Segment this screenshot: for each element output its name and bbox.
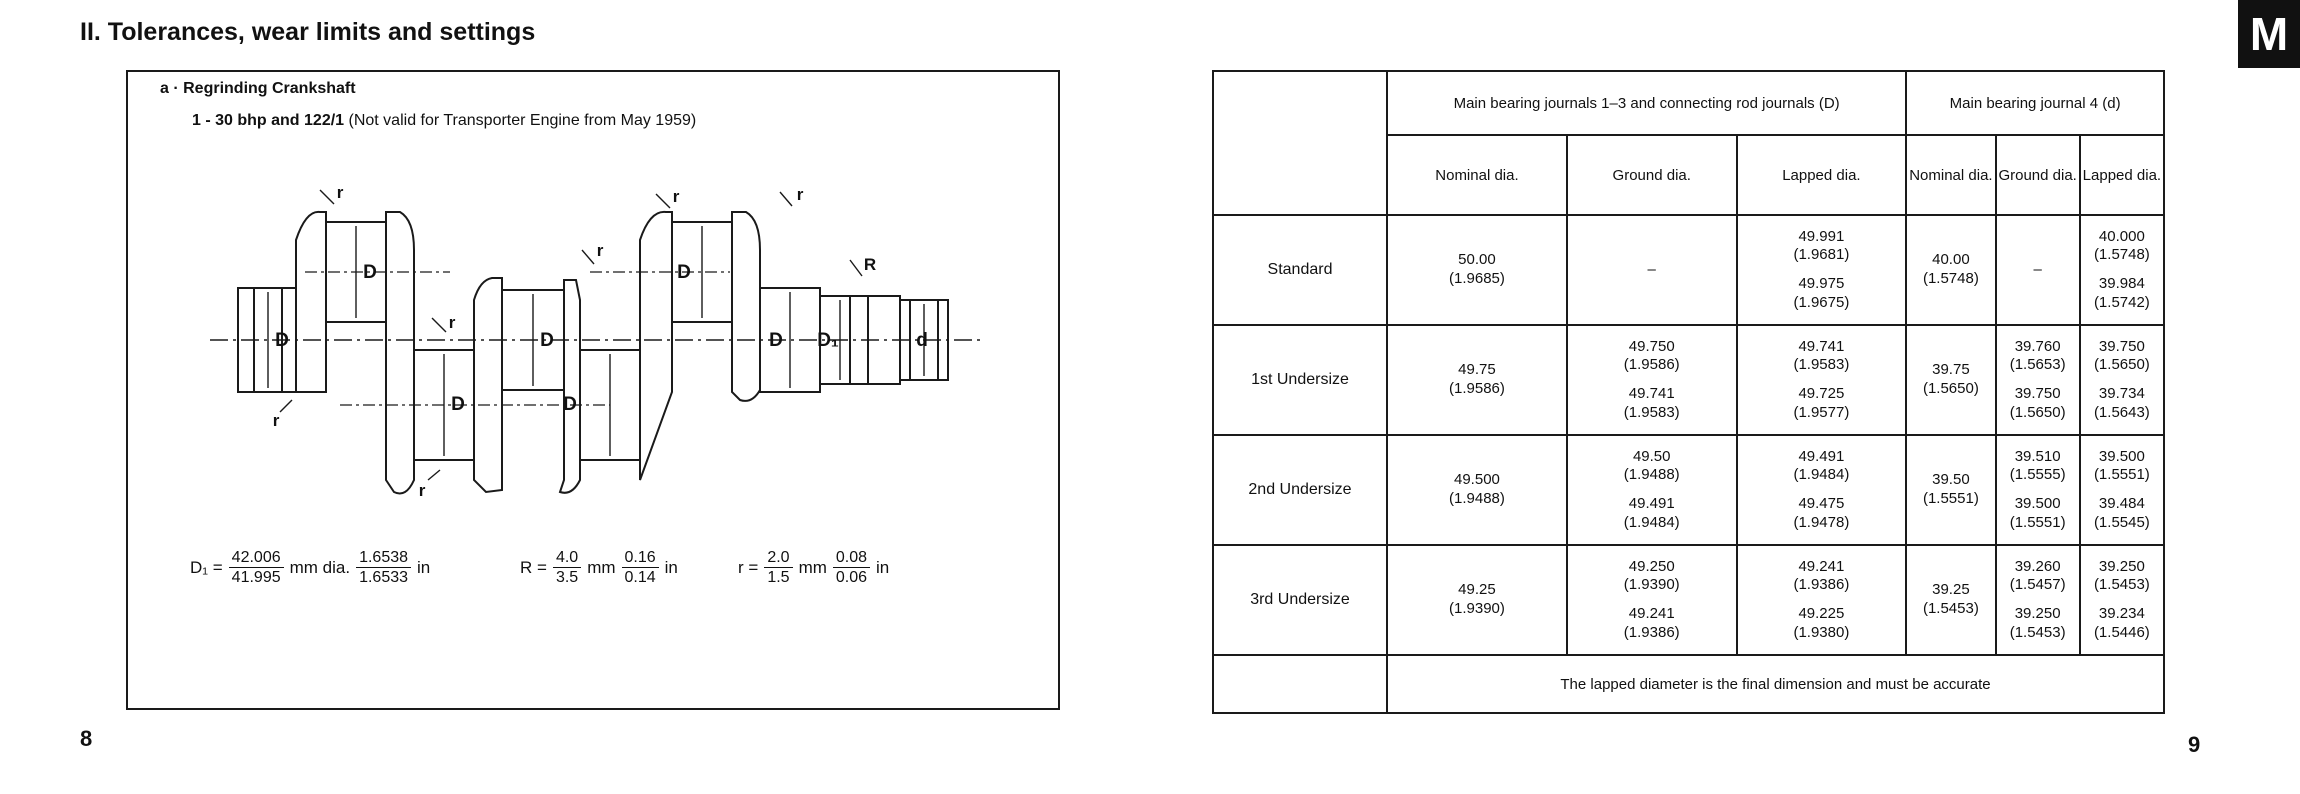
- row-label: 1st Undersize: [1213, 325, 1387, 435]
- cell-value-in: (1.5453): [1922, 600, 1979, 617]
- table-cell: [1737, 215, 1907, 325]
- header-corner: [1213, 71, 1387, 215]
- cell-value-in: (1.9380): [1793, 623, 1850, 641]
- cell-value-in: (1.5748): [1922, 270, 1979, 287]
- cell-value-in: (1.5545): [2093, 513, 2150, 531]
- table-row: [1213, 545, 2164, 655]
- cell-value-in: (1.5457): [2009, 576, 2066, 594]
- cell-value-mm: 39.760: [2014, 337, 2061, 355]
- label-r-5: r: [448, 313, 456, 332]
- cell-value-in: (1.5453): [2093, 576, 2150, 594]
- label-D1: D₁: [817, 330, 839, 351]
- formula-d1-unit2: in: [417, 557, 431, 577]
- cell-value-in: (1.9586): [1449, 380, 1505, 397]
- formula-r-num2: 0.08: [833, 548, 870, 568]
- table-cell: [1387, 545, 1567, 655]
- formula-d1-den2: 1.6533: [359, 569, 409, 587]
- table-cell: [1387, 325, 1567, 435]
- label-D-left: D: [275, 330, 289, 351]
- section-heading: II. Tolerances, wear limits and settings: [80, 18, 536, 46]
- formula-R-den2: 0.14: [624, 569, 656, 587]
- cell-value-mm: 39.260: [2014, 557, 2061, 575]
- formula-r-unit1: mm: [798, 557, 827, 577]
- formula-r-num1: 2.0: [764, 548, 792, 568]
- formula-R-lhs: R =: [520, 557, 547, 577]
- formula-r-den1: 1.5: [767, 569, 790, 587]
- cell-value-in: (1.9390): [1449, 600, 1505, 617]
- subsection-title: a · Regrinding Crankshaft: [160, 80, 356, 97]
- cell-value-mm: 49.500: [1454, 471, 1500, 489]
- cell-value-mm: 49.491: [1798, 447, 1845, 465]
- formula-r-unit2: in: [876, 557, 890, 577]
- label-r-1: r: [336, 183, 344, 202]
- table-cell: [1567, 435, 1737, 545]
- cell-value-mm: 49.241: [1798, 557, 1845, 575]
- cell-value-in: (1.5650): [2093, 356, 2150, 374]
- cell-value-mm: 39.750: [2014, 385, 2061, 402]
- page-number-right: 9: [2188, 732, 2201, 757]
- cell-value-mm: 49.750: [1628, 337, 1675, 355]
- cell-value-in: (1.5742): [2093, 293, 2150, 311]
- cell-value-mm: 39.750: [2098, 337, 2145, 355]
- cell-value-mm: –: [2033, 260, 2042, 278]
- cell-value-mm: 40.000: [2098, 227, 2145, 245]
- formula-d1-num2: 1.6538: [356, 548, 411, 568]
- table-cell: [1906, 325, 1995, 435]
- cell-value-in: (1.5551): [2093, 466, 2150, 484]
- formula-R-num2: 0.16: [622, 548, 659, 568]
- cell-value-in: (1.5555): [2009, 466, 2066, 484]
- table-cell: [1567, 545, 1737, 655]
- formula-R-num1: 4.0: [553, 548, 581, 568]
- table-cell: [1567, 215, 1737, 325]
- table-cell: [1737, 545, 1907, 655]
- cell-value-mm: 49.25: [1458, 581, 1496, 599]
- cell-value-mm: 50.00: [1458, 251, 1496, 269]
- formula-r-den2: 0.06: [835, 569, 868, 587]
- cell-value-mm: 39.500: [2098, 447, 2145, 465]
- subheader-cell: Lapped dia.: [2080, 135, 2164, 215]
- label-r-4: r: [796, 185, 804, 204]
- cell-value-in: (1.9675): [1793, 293, 1850, 311]
- cell-value-mm: 49.225: [1798, 605, 1845, 622]
- footnote-spacer: [1213, 655, 1387, 713]
- cell-value-mm: 49.75: [1458, 361, 1496, 379]
- cell-value-in: (1.5643): [2093, 403, 2150, 421]
- subsection-note: [192, 112, 696, 130]
- table-cell: [2080, 435, 2164, 545]
- cell-value-mm: 49.991: [1798, 227, 1845, 245]
- cell-value-in: (1.9681): [1793, 246, 1850, 264]
- label-D-middle: D: [540, 330, 554, 351]
- formula-d1: [190, 548, 430, 587]
- cell-value-in: (1.5650): [2009, 403, 2066, 421]
- engine-models: 1 - 30 bhp and 122/1: [192, 112, 345, 129]
- cell-value-in: (1.9484): [1623, 513, 1680, 531]
- header-group-main-journals: Main bearing journals 1–3 and connecting rod journals (D): [1387, 71, 1906, 135]
- cell-value-mm: 49.475: [1798, 495, 1845, 512]
- label-r-3: r: [672, 187, 680, 206]
- cell-value-in: (1.9586): [1623, 356, 1680, 374]
- label-R: R: [863, 255, 877, 274]
- row-label: Standard: [1213, 215, 1387, 325]
- formula-d1-num1: 42.006: [229, 548, 284, 568]
- cell-value-mm: 40.00: [1932, 251, 1970, 269]
- label-D-upper2: D: [677, 262, 691, 283]
- cell-value-mm: 49.491: [1628, 495, 1675, 512]
- label-r-2: r: [596, 241, 604, 260]
- table-cell: [1996, 545, 2080, 655]
- cell-value-mm: 39.984: [2098, 275, 2145, 292]
- cell-value-mm: 49.741: [1798, 337, 1845, 355]
- row-label: 3rd Undersize: [1213, 545, 1387, 655]
- subheader-cell: Ground dia.: [1567, 135, 1737, 215]
- cell-value-in: (1.5453): [2009, 623, 2066, 641]
- cell-value-in: (1.9386): [1793, 576, 1850, 594]
- table-row: [1213, 435, 2164, 545]
- cell-value-in: (1.9577): [1793, 403, 1850, 421]
- cell-value-in: (1.5551): [2009, 513, 2066, 531]
- table-row: [1213, 325, 2164, 435]
- cell-value-in: (1.9484): [1793, 466, 1850, 484]
- cell-value-mm: 39.250: [2014, 605, 2061, 622]
- table-body: [1213, 215, 2164, 655]
- cell-value-mm: 49.975: [1798, 275, 1845, 292]
- subheader-cell: Nominal dia.: [1906, 135, 1995, 215]
- cell-value-mm: 39.500: [2014, 495, 2061, 512]
- label-d: d: [916, 330, 928, 351]
- cell-value-in: (1.5653): [2009, 356, 2066, 374]
- subheader-cell: Lapped dia.: [1737, 135, 1907, 215]
- table-cell: [2080, 545, 2164, 655]
- label-D-lower1: D: [451, 394, 465, 415]
- formula-R-den1: 3.5: [555, 569, 579, 587]
- cell-value-in: (1.9390): [1623, 576, 1680, 594]
- table-cell: [1906, 215, 1995, 325]
- cell-value-mm: 39.25: [1932, 581, 1970, 599]
- cell-value-mm: 39.250: [2098, 557, 2145, 575]
- header-group-journal-4: Main bearing journal 4 (d): [1906, 71, 2164, 135]
- table-cell: [1906, 435, 1995, 545]
- cell-value-in: (1.9488): [1449, 490, 1505, 507]
- cell-value-mm: 49.50: [1632, 447, 1671, 465]
- table-cell: [1387, 435, 1567, 545]
- cell-value-in: (1.9583): [1793, 356, 1850, 374]
- cell-value-mm: 49.250: [1628, 557, 1675, 575]
- formula-d1-unit1: mm dia.: [289, 557, 351, 577]
- cell-value-mm: 39.484: [2098, 495, 2145, 512]
- journal-diameter-table: [1212, 70, 2165, 714]
- cell-value-in: (1.5748): [2093, 246, 2150, 264]
- cell-value-in: (1.9488): [1623, 466, 1680, 484]
- table-cell: [1996, 435, 2080, 545]
- subheader-cell: Nominal dia.: [1387, 135, 1567, 215]
- page-number-left: 8: [80, 726, 93, 751]
- formula-R-unit1: mm: [587, 557, 616, 577]
- cell-value-in: (1.9583): [1623, 403, 1680, 421]
- formula-R-unit2: in: [664, 557, 678, 577]
- subheader-cell: Ground dia.: [1996, 135, 2080, 215]
- cell-value-in: (1.9685): [1449, 270, 1505, 287]
- formula-r: [738, 548, 889, 587]
- section-tab: M: [2238, 0, 2300, 68]
- cell-value-mm: 39.510: [2014, 447, 2061, 465]
- table-cell: [2080, 325, 2164, 435]
- cell-value-in: (1.9386): [1623, 623, 1680, 641]
- table-cell: [1996, 325, 2080, 435]
- table-cell: [1387, 215, 1567, 325]
- cell-value-in: (1.5650): [1922, 380, 1979, 397]
- label-D-upper1: D: [363, 262, 377, 283]
- formula-r-lhs: r =: [738, 557, 759, 577]
- cell-value-mm: –: [1647, 260, 1656, 278]
- table-cell: [1996, 215, 2080, 325]
- footnote: The lapped diameter is the final dimension and must be accurate: [1387, 655, 2164, 713]
- label-r-7: r: [418, 481, 426, 500]
- validity-note: (Not valid for Transporter Engine from May 1959): [344, 112, 697, 129]
- label-r-6: r: [272, 411, 280, 430]
- cell-value-mm: 49.241: [1628, 605, 1675, 622]
- cell-value-in: (1.5551): [1922, 490, 1979, 507]
- table-cell: [1567, 325, 1737, 435]
- row-label: 2nd Undersize: [1213, 435, 1387, 545]
- table-row: [1213, 215, 2164, 325]
- formula-R: [520, 548, 678, 587]
- cell-value-mm: 39.75: [1932, 361, 1970, 379]
- table-cell: [2080, 215, 2164, 325]
- crankshaft-diagram: [210, 180, 980, 500]
- cell-value-mm: 49.741: [1628, 385, 1675, 402]
- table-cell: [1906, 545, 1995, 655]
- cell-value-mm: 49.725: [1798, 385, 1845, 402]
- cell-value-mm: 39.234: [2098, 605, 2145, 622]
- table-cell: [1737, 325, 1907, 435]
- cell-value-mm: 39.734: [2098, 385, 2145, 402]
- label-D-lower2: D: [563, 394, 577, 415]
- formula-d1-lhs: D₁ =: [190, 557, 223, 577]
- cell-value-in: (1.5446): [2093, 623, 2150, 641]
- label-D-journal3: D: [769, 330, 783, 351]
- table-cell: [1737, 435, 1907, 545]
- cell-value-mm: 39.50: [1932, 471, 1970, 489]
- formula-d1-den1: 41.995: [231, 569, 281, 587]
- cell-value-in: (1.9478): [1793, 513, 1850, 531]
